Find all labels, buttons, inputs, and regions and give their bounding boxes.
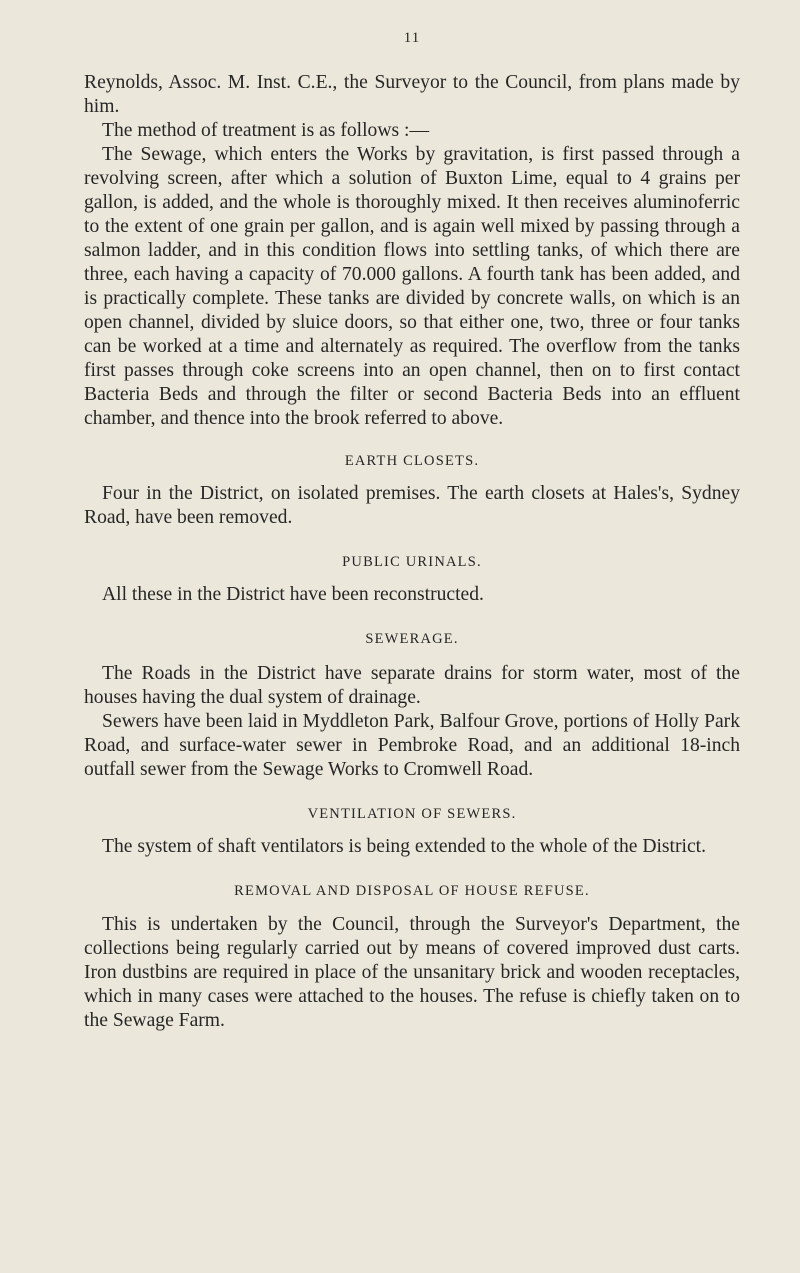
refuse-paragraph: This is undertaken by the Council, through the Surveyor's Department, the collections being regularly carried out by means of covered improved dust carts. Iron dustbins are required in place of the unsanitary brick and wooden receptacles, which in many cases were attached to the houses. The refuse is chiefly taken on to the Sewage Farm. xyxy=(84,914,740,1031)
heading-sewerage: SEWERAGE. xyxy=(365,631,459,647)
heading-house-refuse: REMOVAL AND DISPOSAL OF HOUSE REFUSE. xyxy=(234,883,590,899)
document-page xyxy=(84,30,740,1033)
intro-paragraph-method: The method of treatment is as follows :— xyxy=(102,120,430,141)
earth-closets-paragraph: Four in the District, on isolated premises. The earth closets at Hales's, Sydney Road, have been removed. xyxy=(84,483,740,528)
public-urinals-paragraph: All these in the District have been reconstructed. xyxy=(102,584,484,605)
intro-paragraph-treatment: The Sewage, which enters the Works by gravitation, is first passed through a revolving screen, after which a solution of Buxton Lime, equal to 4 grains per gallon, is added, and the whole is thoroughly mixed. It then receives aluminoferric to the extent of one grain per gallon, and is again well mixed by passing through a salmon ladder, and in this condition flows into settling tanks, of which there are three, each having a capacity of 70.000 gallons. A fourth tank has been added, and is practically complete. These tanks are divided by concrete walls, on which is an open channel, divided by sluice doors, so that either one, two, three or four tanks can be worked at a time and alternately as required. The overflow from the tanks first passes through coke screens into an open channel, then on to first contact Bacteria Beds and through the filter or second Bacteria Beds into an effluent chamber, and thence into the brook referred to above. xyxy=(84,144,740,429)
heading-earth-closets: EARTH CLOSETS. xyxy=(344,453,480,469)
sewerage-paragraph-drains: The Roads in the District have separate drains for storm water, most of the houses having the dual system of drainage. xyxy=(84,663,740,708)
heading-ventilation-of-sewers: VENTILATION OF SEWERS. xyxy=(307,806,517,822)
page-number: 11 xyxy=(403,30,421,46)
intro-paragraph-continuation: Reynolds, Assoc. M. Inst. C.E., the Surveyor to the Council, from plans made by him. xyxy=(84,72,740,117)
ventilation-paragraph: The system of shaft ventilators is being extended to the whole of the District. xyxy=(102,836,707,857)
heading-public-urinals: PUBLIC URINALS. xyxy=(342,554,482,570)
sewerage-paragraph-sewers: Sewers have been laid in Myddleton Park, Balfour Grove, portions of Holly Park Road, and surface-water sewer in Pembroke Road, and an additional 18-inch outfall sewer from the Sewage Works to Cromwell Road. xyxy=(84,711,740,780)
